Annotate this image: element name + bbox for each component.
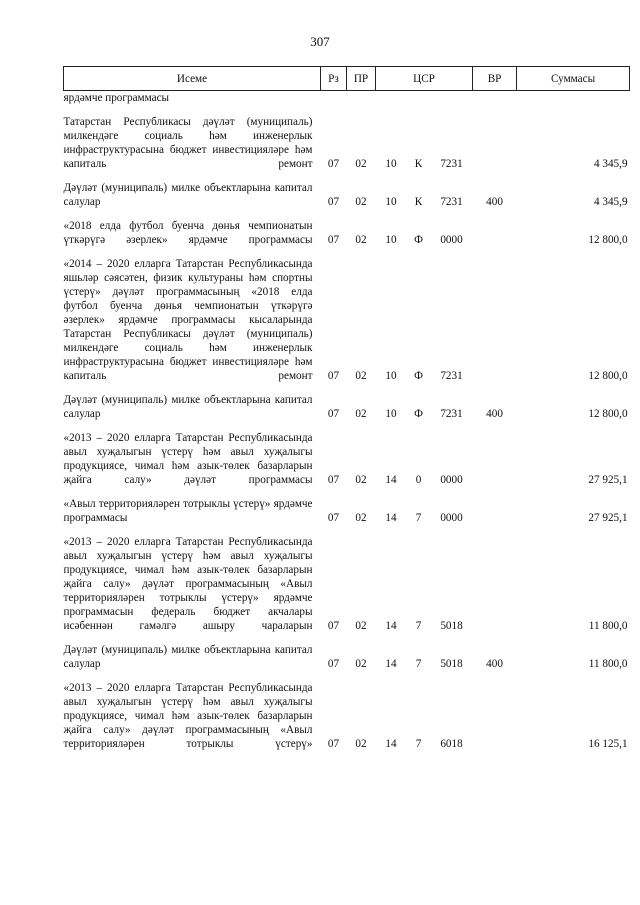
row-sum: 16 125,1 (588, 738, 628, 750)
row-pr: 02 (355, 620, 367, 632)
row-pr: 02 (355, 512, 367, 524)
row-pr: 02 (355, 658, 367, 670)
row-vr: 400 (486, 408, 503, 420)
row-name: Дәүләт (муниципаль) милке объектларына капитал салулар (63, 394, 313, 420)
row-rz: 07 (327, 370, 340, 382)
row-csr-direction: 6018 (440, 738, 463, 750)
table-row (64, 421, 630, 487)
row-name: «2014 – 2020 елларга Татарстан Республикасында яшьләр сәясәтен, физик культураны һәм спортны үстерү» дәүләт программасының «2018 елда футбол буенча дөнья чемпионатын үткәрүгә әзерлек» ярдәмче программасы кысаларында Татарстан Республикасы дәүләт (муниципаль) милкендәге социаль һәм инженерлык инфраструктурасына бюджет инвестицияләре һәм капиталь ремонт (63, 258, 313, 382)
row-csr-subprogram: 0 (415, 474, 422, 486)
row-csr-program: 10 (385, 158, 397, 170)
row-sum: 12 800,0 (588, 234, 628, 246)
header-name: Исеме (64, 67, 321, 91)
row-sum: 11 800,0 (588, 658, 628, 670)
row-rz (321, 91, 347, 106)
row-vr (473, 671, 517, 751)
row-csr-program: 14 (385, 738, 397, 750)
header-vr: ВР (473, 67, 517, 91)
row-sum: 4 345,9 (593, 158, 628, 170)
row-sum: 11 800,0 (588, 620, 628, 632)
row-vr (473, 209, 517, 247)
header-pr: ПР (347, 67, 376, 91)
row-rz: 07 (327, 512, 340, 524)
table-row (64, 171, 630, 209)
row-csr-subprogram: К (414, 158, 423, 170)
row-vr: 400 (486, 658, 503, 670)
row-pr: 02 (355, 234, 367, 246)
row-csr-subprogram: 7 (415, 512, 422, 524)
row-name: «2013 – 2020 елларга Татарстан Республикасында авыл хуҗалыгын үстерү һәм авыл хуҗалыгы продукциясе, чимал һәм азык-төлек базарларын җайга салу» дәүләт программасының «Авыл территорияләрен тотрыклы үстерү» ярдәмче программасын федераль бюджет акчалары исәбеннән гамәлгә ашыру чараларын (63, 536, 313, 632)
row-rz: 07 (327, 474, 340, 486)
table-row (64, 383, 630, 421)
row-csr-program: 14 (385, 512, 397, 524)
row-pr: 02 (355, 738, 367, 750)
row-csr-direction: 7231 (440, 196, 463, 208)
row-pr: 02 (355, 408, 367, 420)
row-name: «2013 – 2020 елларга Татарстан Республикасында авыл хуҗалыгын үстерү һәм авыл хуҗалыгы продукциясе, чимал һәм азык-төлек базарларын җайга салу» дәүләт программасы (63, 432, 313, 486)
row-vr (473, 247, 517, 383)
row-name: «Авыл территорияләрен тотрыклы үстерү» ярдәмче программасы (63, 498, 313, 524)
header-rz: Рз (321, 67, 347, 91)
row-csr-direction: 7231 (440, 158, 463, 170)
row-csr-subprogram: 7 (415, 658, 422, 670)
table-row (64, 671, 630, 751)
row-csr-program: 14 (385, 474, 397, 486)
row-name: Дәүләт (муниципаль) милке объектларына капитал салулар (63, 182, 313, 208)
row-rz: 07 (327, 196, 340, 208)
row-pr (347, 91, 376, 106)
row-csr-subprogram (407, 91, 431, 106)
row-name: «2018 елда футбол буенча дөнья чемпионатын үткәрүгә әзерлек» ярдәмче программасы (63, 220, 313, 246)
row-sum: 12 800,0 (588, 370, 628, 382)
row-pr: 02 (355, 158, 367, 170)
header-csr: ЦСР (376, 67, 473, 91)
row-sum: 27 925,1 (588, 512, 628, 524)
table-row (64, 487, 630, 525)
row-csr-subprogram: Ф (414, 234, 423, 246)
table-header-row (64, 67, 630, 91)
row-rz: 07 (327, 738, 340, 750)
row-csr-direction: 0000 (440, 512, 463, 524)
table-row (64, 633, 630, 671)
row-name: Татарстан Республикасы дәүләт (муниципаль) милкендәге социаль һәм инженерлык инфраструктурасына бюджет инвестицияләре һәм капиталь ремонт (63, 116, 313, 170)
row-vr: 400 (486, 196, 503, 208)
row-vr (473, 487, 517, 525)
row-pr: 02 (355, 474, 367, 486)
page-number: 307 (310, 34, 330, 49)
row-vr (473, 525, 517, 633)
row-sum: 12 800,0 (588, 408, 628, 420)
row-sum: 4 345,9 (593, 196, 628, 208)
row-csr-subprogram: 7 (415, 620, 422, 632)
row-csr-program: 14 (385, 658, 397, 670)
row-rz: 07 (327, 234, 340, 246)
row-csr-direction: 7231 (440, 370, 463, 382)
row-name: Дәүләт (муниципаль) милке объектларына капитал салулар (63, 644, 313, 670)
table-row (64, 209, 630, 247)
row-csr-direction: 0000 (440, 474, 463, 486)
row-csr-direction: 5018 (440, 620, 463, 632)
row-rz: 07 (327, 658, 340, 670)
row-rz: 07 (327, 408, 340, 420)
table-row (64, 91, 630, 106)
row-csr-program (376, 91, 407, 106)
row-sum: 27 925,1 (588, 474, 628, 486)
row-vr (473, 421, 517, 487)
row-pr: 02 (355, 196, 367, 208)
table-body (64, 91, 630, 752)
row-pr: 02 (355, 370, 367, 382)
row-name: ярдәмче программасы (63, 92, 170, 104)
header-sum: Суммасы (517, 67, 630, 91)
budget-table (63, 66, 630, 751)
row-csr-program: 14 (385, 620, 397, 632)
row-csr-program: 10 (385, 408, 397, 420)
row-csr-direction (431, 91, 473, 106)
row-csr-program: 10 (385, 234, 397, 246)
row-rz: 07 (327, 620, 340, 632)
row-csr-direction: 7231 (440, 408, 463, 420)
row-sum (517, 91, 630, 106)
row-vr (473, 105, 517, 171)
row-csr-subprogram: 7 (415, 738, 422, 750)
table-row (64, 105, 630, 171)
row-csr-program: 10 (385, 370, 397, 382)
row-csr-subprogram: Ф (414, 370, 423, 382)
row-csr-subprogram: Ф (414, 408, 423, 420)
row-csr-program: 10 (385, 196, 397, 208)
row-csr-direction: 5018 (440, 658, 463, 670)
row-csr-subprogram: К (414, 196, 423, 208)
table-row (64, 525, 630, 633)
row-rz: 07 (327, 158, 340, 170)
row-name: «2013 – 2020 елларга Татарстан Республикасында авыл хуҗалыгын үстерү һәм авыл хуҗалыгы продукциясе, чимал һәм азык-төлек базарларын җайга салу» дәүләт программасының «Авыл территорияләрен тотрыклы үстерү» (63, 682, 313, 750)
table-row (64, 247, 630, 383)
row-vr (473, 91, 517, 106)
row-csr-direction: 0000 (440, 234, 463, 246)
